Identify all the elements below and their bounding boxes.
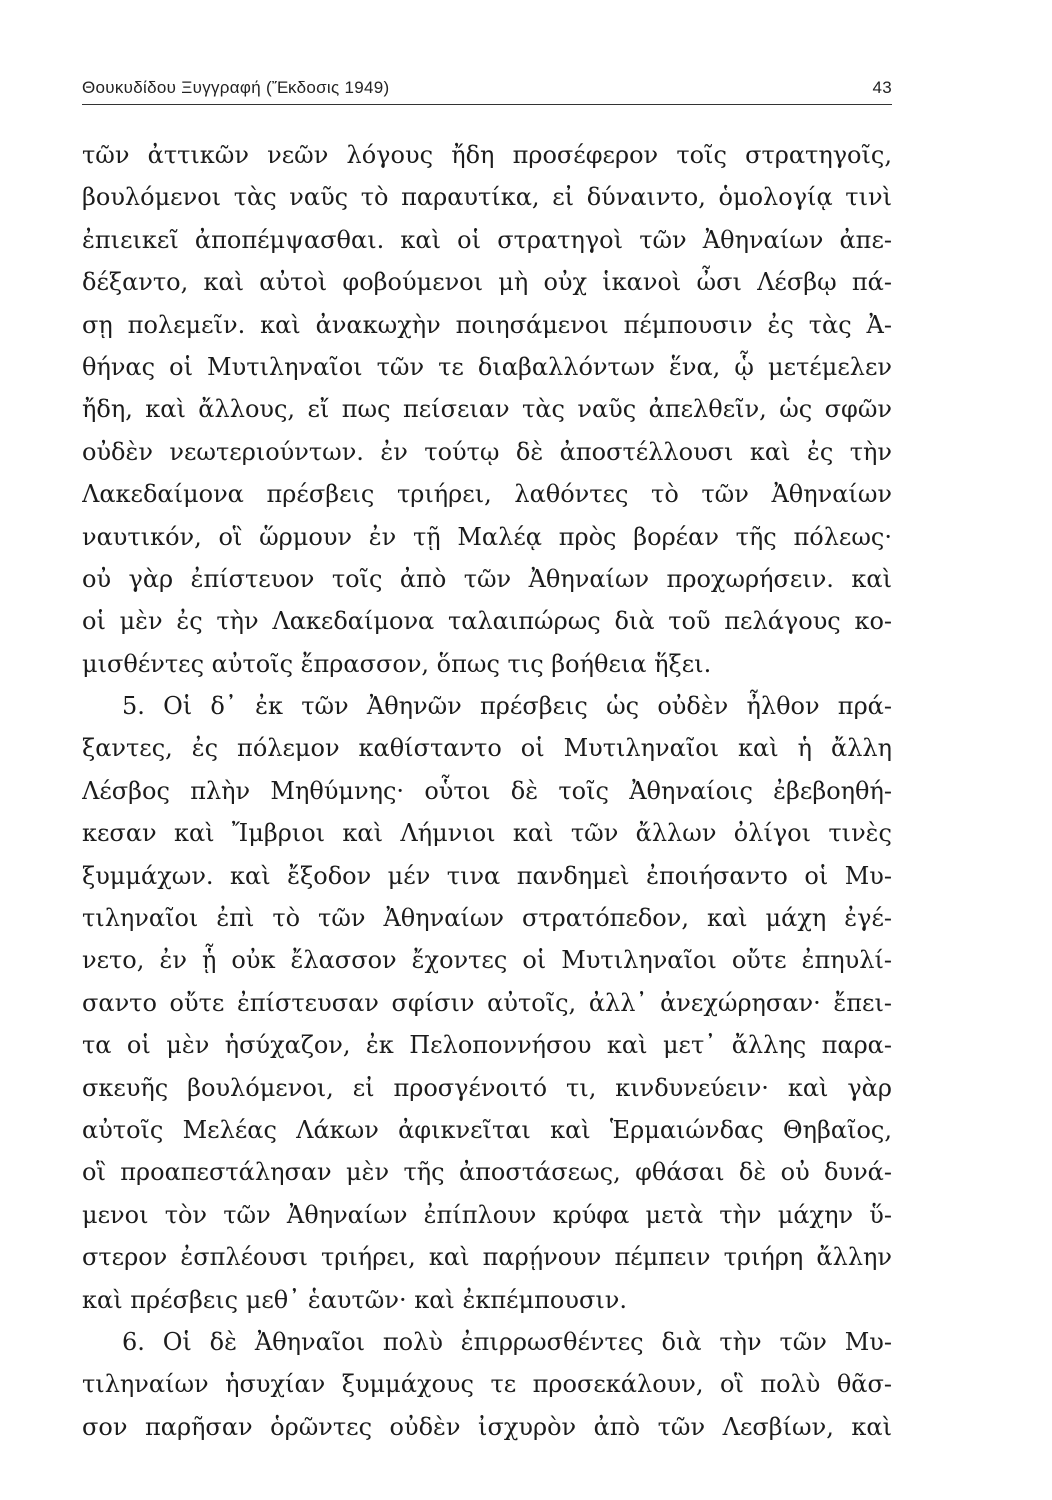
text-line: σον παρῆσαν ὁρῶντες οὐδὲν ἰσχυρὸν ἀπὸ τῶν Λεσβίων, καὶ — [82, 1412, 892, 1441]
text-line: μισθέντες αὐτοῖς ἔπρασσον, ὅπως τις βοήθεια ἥξει. — [82, 649, 712, 678]
text-line: οἱ μὲν ἐς τὴν Λακεδαίμονα ταλαιπώρως διὰ τοῦ πελάγους κο- — [82, 607, 892, 636]
text-line: σαντο οὔτε ἐπίστευσαν σφίσιν αὐτοῖς, ἀλλ᾽ ἀνεχώρησαν· ἔπει- — [82, 988, 892, 1017]
text-line: τῶν ἀττικῶν νεῶν λόγους ἤδη προσέφερον τοῖς στρατηγοῖς, — [82, 141, 892, 169]
text-line: τιληναῖοι ἐπὶ τὸ τῶν Ἀθηναίων στρατόπεδον, καὶ μάχη ἐγέ- — [82, 904, 892, 933]
text-line: στερον ἐσπλέουσι τριήρει, καὶ παρῄνουν πέμπειν τριήρη ἄλλην — [82, 1243, 892, 1272]
header-rule — [82, 104, 892, 105]
text-line: κεσαν καὶ Ἴμβριοι καὶ Λήμνιοι καὶ τῶν ἄλλων ὀλίγοι τινὲς — [82, 819, 892, 848]
text-line: Λακεδαίμονα πρέσβεις τριήρει, λαθόντες τὸ τῶν Ἀθηναίων — [82, 480, 892, 509]
section-6-start: 6. Οἱ δὲ Ἀθηναῖοι πολὺ ἐπιρρωσθέντες διὰ τὴν τῶν Μυ- — [122, 1327, 892, 1356]
text-line: σῃ πολεμεῖν. καὶ ἀνακωχὴν ποιησάμενοι πέμπουσιν ἐς τὰς Ἀ- — [82, 310, 892, 339]
text-line: τα οἱ μὲν ἡσύχαζον, ἐκ Πελοποννήσου καὶ μετ᾽ ἄλλης παρα- — [82, 1031, 892, 1060]
section-5-start: 5. Οἱ δ᾽ ἐκ τῶν Ἀθηνῶν πρέσβεις ὡς οὐδὲν ἦλθον πρά- — [122, 692, 892, 721]
text-line: σκευῆς βουλόμενοι, εἰ προσγένοιτό τι, κινδυνεύειν· καὶ γὰρ — [82, 1073, 892, 1102]
running-header — [82, 74, 892, 104]
text-line: καὶ πρέσβεις μεθ᾽ ἑαυτῶν· καὶ ἐκπέμπουσιν. — [82, 1285, 627, 1314]
text-line: οὐ γὰρ ἐπίστευον τοῖς ἀπὸ τῶν Ἀθηναίων προχωρήσειν. καὶ — [82, 564, 892, 593]
text-line: ἤδη, καὶ ἄλλους, εἴ πως πείσειαν τὰς ναῦς ἀπελθεῖν, ὡς σφῶν — [82, 395, 892, 424]
text-line: τιληναίων ἡσυχίαν ξυμμάχους τε προσεκάλουν, οἳ πολὺ θᾶσ- — [82, 1370, 892, 1399]
text-line: ναυτικόν, οἳ ὥρμουν ἐν τῇ Μαλέᾳ πρὸς βορέαν τῆς πόλεως· — [82, 522, 892, 551]
text-line: νετο, ἐν ᾗ οὐκ ἔλασσον ἔχοντες οἱ Μυτιληναῖοι οὔτε ἐπηυλί- — [82, 946, 892, 975]
text-line: δέξαντο, καὶ αὐτοὶ φοβούμενοι μὴ οὐχ ἱκανοὶ ὦσι Λέσβῳ πά- — [82, 268, 892, 297]
text-line: ἐπιεικεῖ ἀποπέμψασθαι. καὶ οἱ στρατηγοὶ τῶν Ἀθηναίων ἀπε- — [82, 225, 892, 254]
text-line: αὐτοῖς Μελέας Λάκων ἀφικνεῖται καὶ Ἑρμαιώνδας Θηβαῖος, — [82, 1115, 892, 1144]
running-title: Θουκυδίδου Ξυγγραφή (Ἔκδοσις 1949) — [82, 78, 390, 97]
text-line: θήνας οἱ Μυτιληναῖοι τῶν τε διαβαλλόντων ἕνα, ᾧ μετέμελεν — [82, 352, 892, 381]
text-line: ξυμμάχων. καὶ ἔξοδον μέν τινα πανδημεὶ ἐποιήσαντο οἱ Μυ- — [82, 861, 892, 890]
text-line: οὐδὲν νεωτεριούντων. ἐν τούτῳ δὲ ἀποστέλλουσι καὶ ἐς τὴν — [82, 437, 892, 466]
text-line: βουλόμενοι τὰς ναῦς τὸ παραυτίκα, εἰ δύναιντο, ὁμολογίᾳ τινὶ — [82, 183, 892, 212]
text-line: μενοι τὸν τῶν Ἀθηναίων ἐπίπλουν κρύφα μετὰ τὴν μάχην ὕ- — [82, 1200, 892, 1229]
text-line: ξαντες, ἐς πόλεμον καθίσταντο οἱ Μυτιληναῖοι καὶ ἡ ἄλλη — [82, 734, 892, 763]
page-number: 43 — [872, 78, 892, 97]
text-line: Λέσβος πλὴν Μηθύμνης· οὗτοι δὲ τοῖς Ἀθηναίοις ἐβεβοηθή- — [82, 776, 892, 805]
text-line: οἳ προαπεστάλησαν μὲν τῆς ἀποστάσεως, φθάσαι δὲ οὐ δυνά- — [82, 1158, 892, 1187]
body-text — [82, 134, 892, 1448]
